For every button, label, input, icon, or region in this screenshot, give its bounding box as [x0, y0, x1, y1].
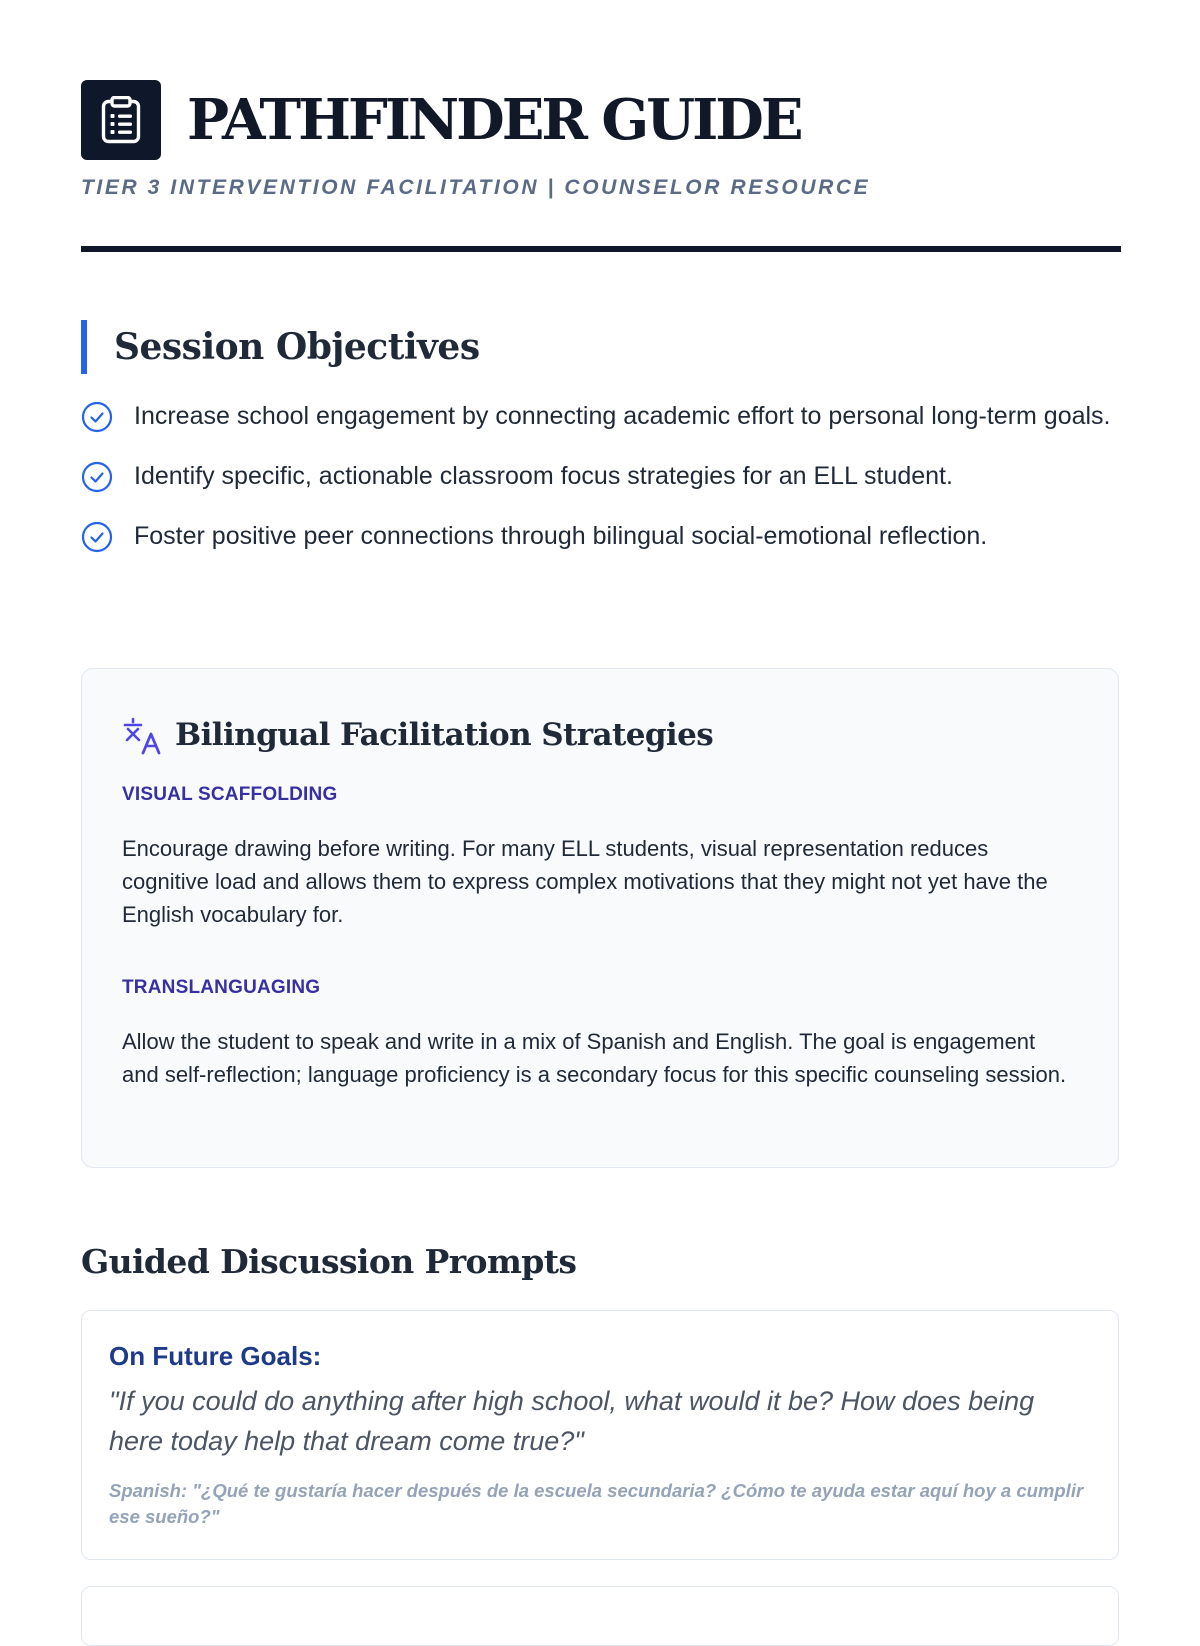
prompt-card	[81, 1586, 1119, 1646]
header-divider	[81, 246, 1121, 252]
check-circle-icon	[81, 401, 113, 433]
page-subtitle: TIER 3 INTERVENTION FACILITATION | COUNSELOR RESOURCE	[81, 176, 871, 199]
bilingual-strategies-card	[81, 668, 1119, 1168]
section-title-objectives: Session Objectives	[81, 320, 1121, 374]
prompt-quote: "If you could do anything after high school, what would it be? How does being here today help that dream come true?"	[109, 1386, 1035, 1456]
check-circle-icon	[81, 521, 113, 553]
strategies-title: Bilingual Facilitation Strategies	[175, 717, 714, 753]
strategy-text: Allow the student to speak and write in a mix of Spanish and English. The goal is engagement and self-reflection; language proficiency is a secondary focus for this specific counseling session.	[122, 1029, 1067, 1087]
translate-icon	[122, 715, 162, 755]
strategy-label: TRANSLANGUAGING	[122, 977, 321, 998]
check-circle-icon	[81, 461, 113, 493]
objective-item	[81, 516, 1121, 556]
section-title-prompts: Guided Discussion Prompts	[81, 1242, 577, 1281]
logo-badge	[81, 80, 161, 160]
prompt-label: On Future Goals:	[109, 1341, 322, 1371]
objective-text: Identify specific, actionable classroom focus strategies for an ELL student.	[134, 462, 953, 490]
session-objectives-section	[81, 320, 1121, 576]
objective-item	[81, 396, 1121, 436]
strategy-text: Encourage drawing before writing. For many ELL students, visual representation reduces cognitive load and allows them to express complex motivations that they might not yet have the English vocabulary for.	[122, 836, 1048, 927]
objectives-list	[81, 396, 1121, 556]
objective-item	[81, 456, 1121, 496]
objective-text: Foster positive peer connections through bilingual social-emotional reflection.	[134, 522, 988, 550]
clipboard-list-icon	[101, 96, 141, 144]
prompt-card	[81, 1310, 1119, 1560]
page-title: PATHFINDER GUIDE	[187, 87, 801, 153]
prompt-spanish-translation: Spanish: "¿Qué te gustaría hacer después de la escuela secundaria? ¿Cómo te ayuda estar aquí hoy a cumplir ese sueño?"	[109, 1480, 1084, 1527]
objective-text: Increase school engagement by connecting academic effort to personal long-term goals.	[134, 402, 1111, 430]
strategy-label: VISUAL SCAFFOLDING	[122, 784, 338, 805]
